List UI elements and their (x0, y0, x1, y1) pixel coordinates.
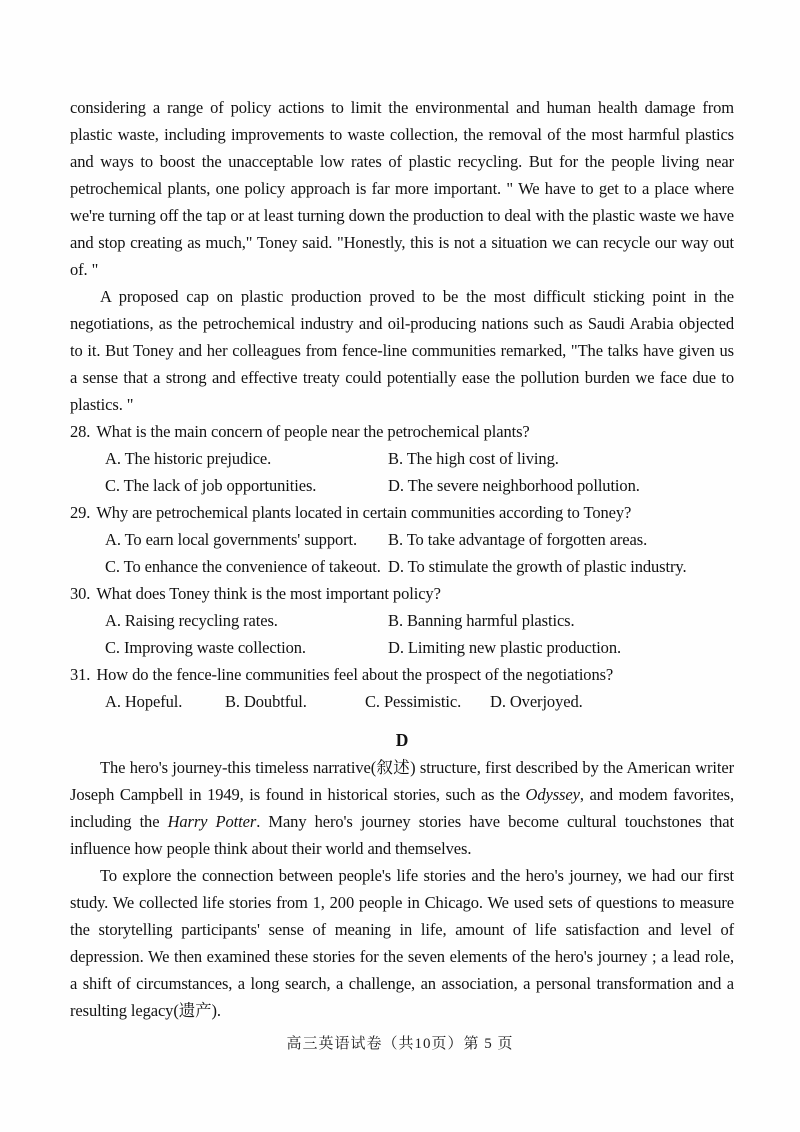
option-d: D. The severe neighborhood pollution. (388, 476, 640, 495)
text-segment: A proposed cap on plastic production proved to be the most difficult sticking point in the negotiations, as the petrochemical industry and oil-producing nations such as Saudi Arabia objected to it. But Toney and her colleagues from fence-line communities remarked, "The talks have given us a sense that a strong and effective treaty could potentially ease the pollution burden we face due to plastics. " (70, 287, 734, 414)
question-text: What is the main concern of people near the petrochemical plants? (96, 422, 530, 441)
option-a: A. Raising recycling rates. (105, 611, 278, 630)
question-28-stem (70, 418, 734, 445)
passage-c-paragraph-2 (70, 283, 734, 418)
option-a: A. To earn local governments' support. (105, 530, 358, 549)
question-31-stem (70, 661, 734, 688)
question-29-stem (70, 499, 734, 526)
text-segment: Harry Potter (167, 812, 257, 831)
question-text: How do the fence-line communities feel about the prospect of the negotiations? (96, 665, 614, 684)
text-segment: considering a range of policy actions to limit the environmental and human health damage from plastic waste, including improvements to waste collection, the removal of the most harmful plastics and ways to boost the unacceptable low rates of plastic recycling. But for the people living near petrochemical plants, one policy approach is far more important. " We have to get to a place where we're turning off the tap or at least turning down the production to deal with the plastic waste we have and stop creating as much," Toney said. "Honestly, this is not a situation we can recycle our way out of. " (70, 98, 734, 279)
option-b: B. To take advantage of forgotten areas. (388, 530, 648, 549)
question-number: 30. (70, 584, 91, 603)
question-30-stem (70, 580, 734, 607)
question-number: 31. (70, 665, 91, 684)
option-a: A. The historic prejudice. (105, 449, 272, 468)
question-28-options-row-1 (70, 445, 734, 472)
question-30 (70, 580, 734, 661)
option-d: D. Limiting new plastic production. (388, 638, 622, 657)
passage-d-paragraph-1 (70, 754, 734, 862)
passage-d-paragraph-2 (70, 862, 734, 1024)
text-segment: Odyssey (525, 785, 580, 804)
page-footer: 高三英语试卷（共10页）第 5 页 (286, 1036, 514, 1052)
passage-c-paragraph-1 (70, 94, 734, 283)
text-segment: , and modem favorites, including the (70, 785, 735, 831)
question-28 (70, 418, 734, 499)
page-content (70, 94, 734, 1024)
option-b: B. The high cost of living. (388, 449, 559, 468)
section-d-heading: D (395, 730, 409, 750)
question-number: 29. (70, 503, 91, 522)
option-c: C. The lack of job opportunities. (105, 476, 317, 495)
option-b: B. Doubtful. (225, 692, 307, 711)
option-d: D. To stimulate the growth of plastic industry. (388, 557, 687, 576)
question-29 (70, 499, 734, 580)
question-text: What does Toney think is the most important policy? (96, 584, 441, 603)
question-text: Why are petrochemical plants located in certain communities according to Toney? (96, 503, 632, 522)
question-30-options-row-1 (70, 607, 734, 634)
question-31 (70, 661, 734, 715)
option-b: B. Banning harmful plastics. (388, 611, 575, 630)
question-29-options-row-2 (70, 553, 734, 580)
question-31-options-row (70, 688, 734, 715)
question-number: 28. (70, 422, 91, 441)
question-28-options-row-2 (70, 472, 734, 499)
option-c: C. To enhance the convenience of takeout. (105, 557, 381, 576)
question-29-options-row-1 (70, 526, 734, 553)
text-segment: . Many hero's journey stories have become cultural touchstones that influence how people think about their world and themselves. (70, 812, 735, 858)
text-segment: The hero's journey-this timeless narrative(叙述) structure, first described by the American writer Joseph Campbell in 1949, is found in historical stories, such as the (70, 758, 734, 804)
text-segment: To explore the connection between people's life stories and the hero's journey, we had our first study. We collected life stories from 1, 200 people in Chicago. We used sets of questions to measure the storytelling participants' sense of meaning in life, amount of life satisfaction and level of depression. We then examined these stories for the seven elements of the hero's journey ; a lead role, a shift of circumstances, a long search, a challenge, an association, a personal transformation and a resulting legacy(遗产). (70, 866, 734, 1020)
question-30-options-row-2 (70, 634, 734, 661)
option-c: C. Pessimistic. (365, 692, 462, 711)
option-c: C. Improving waste collection. (105, 638, 306, 657)
option-a: A. Hopeful. (105, 692, 183, 711)
option-d: D. Overjoyed. (490, 692, 583, 711)
